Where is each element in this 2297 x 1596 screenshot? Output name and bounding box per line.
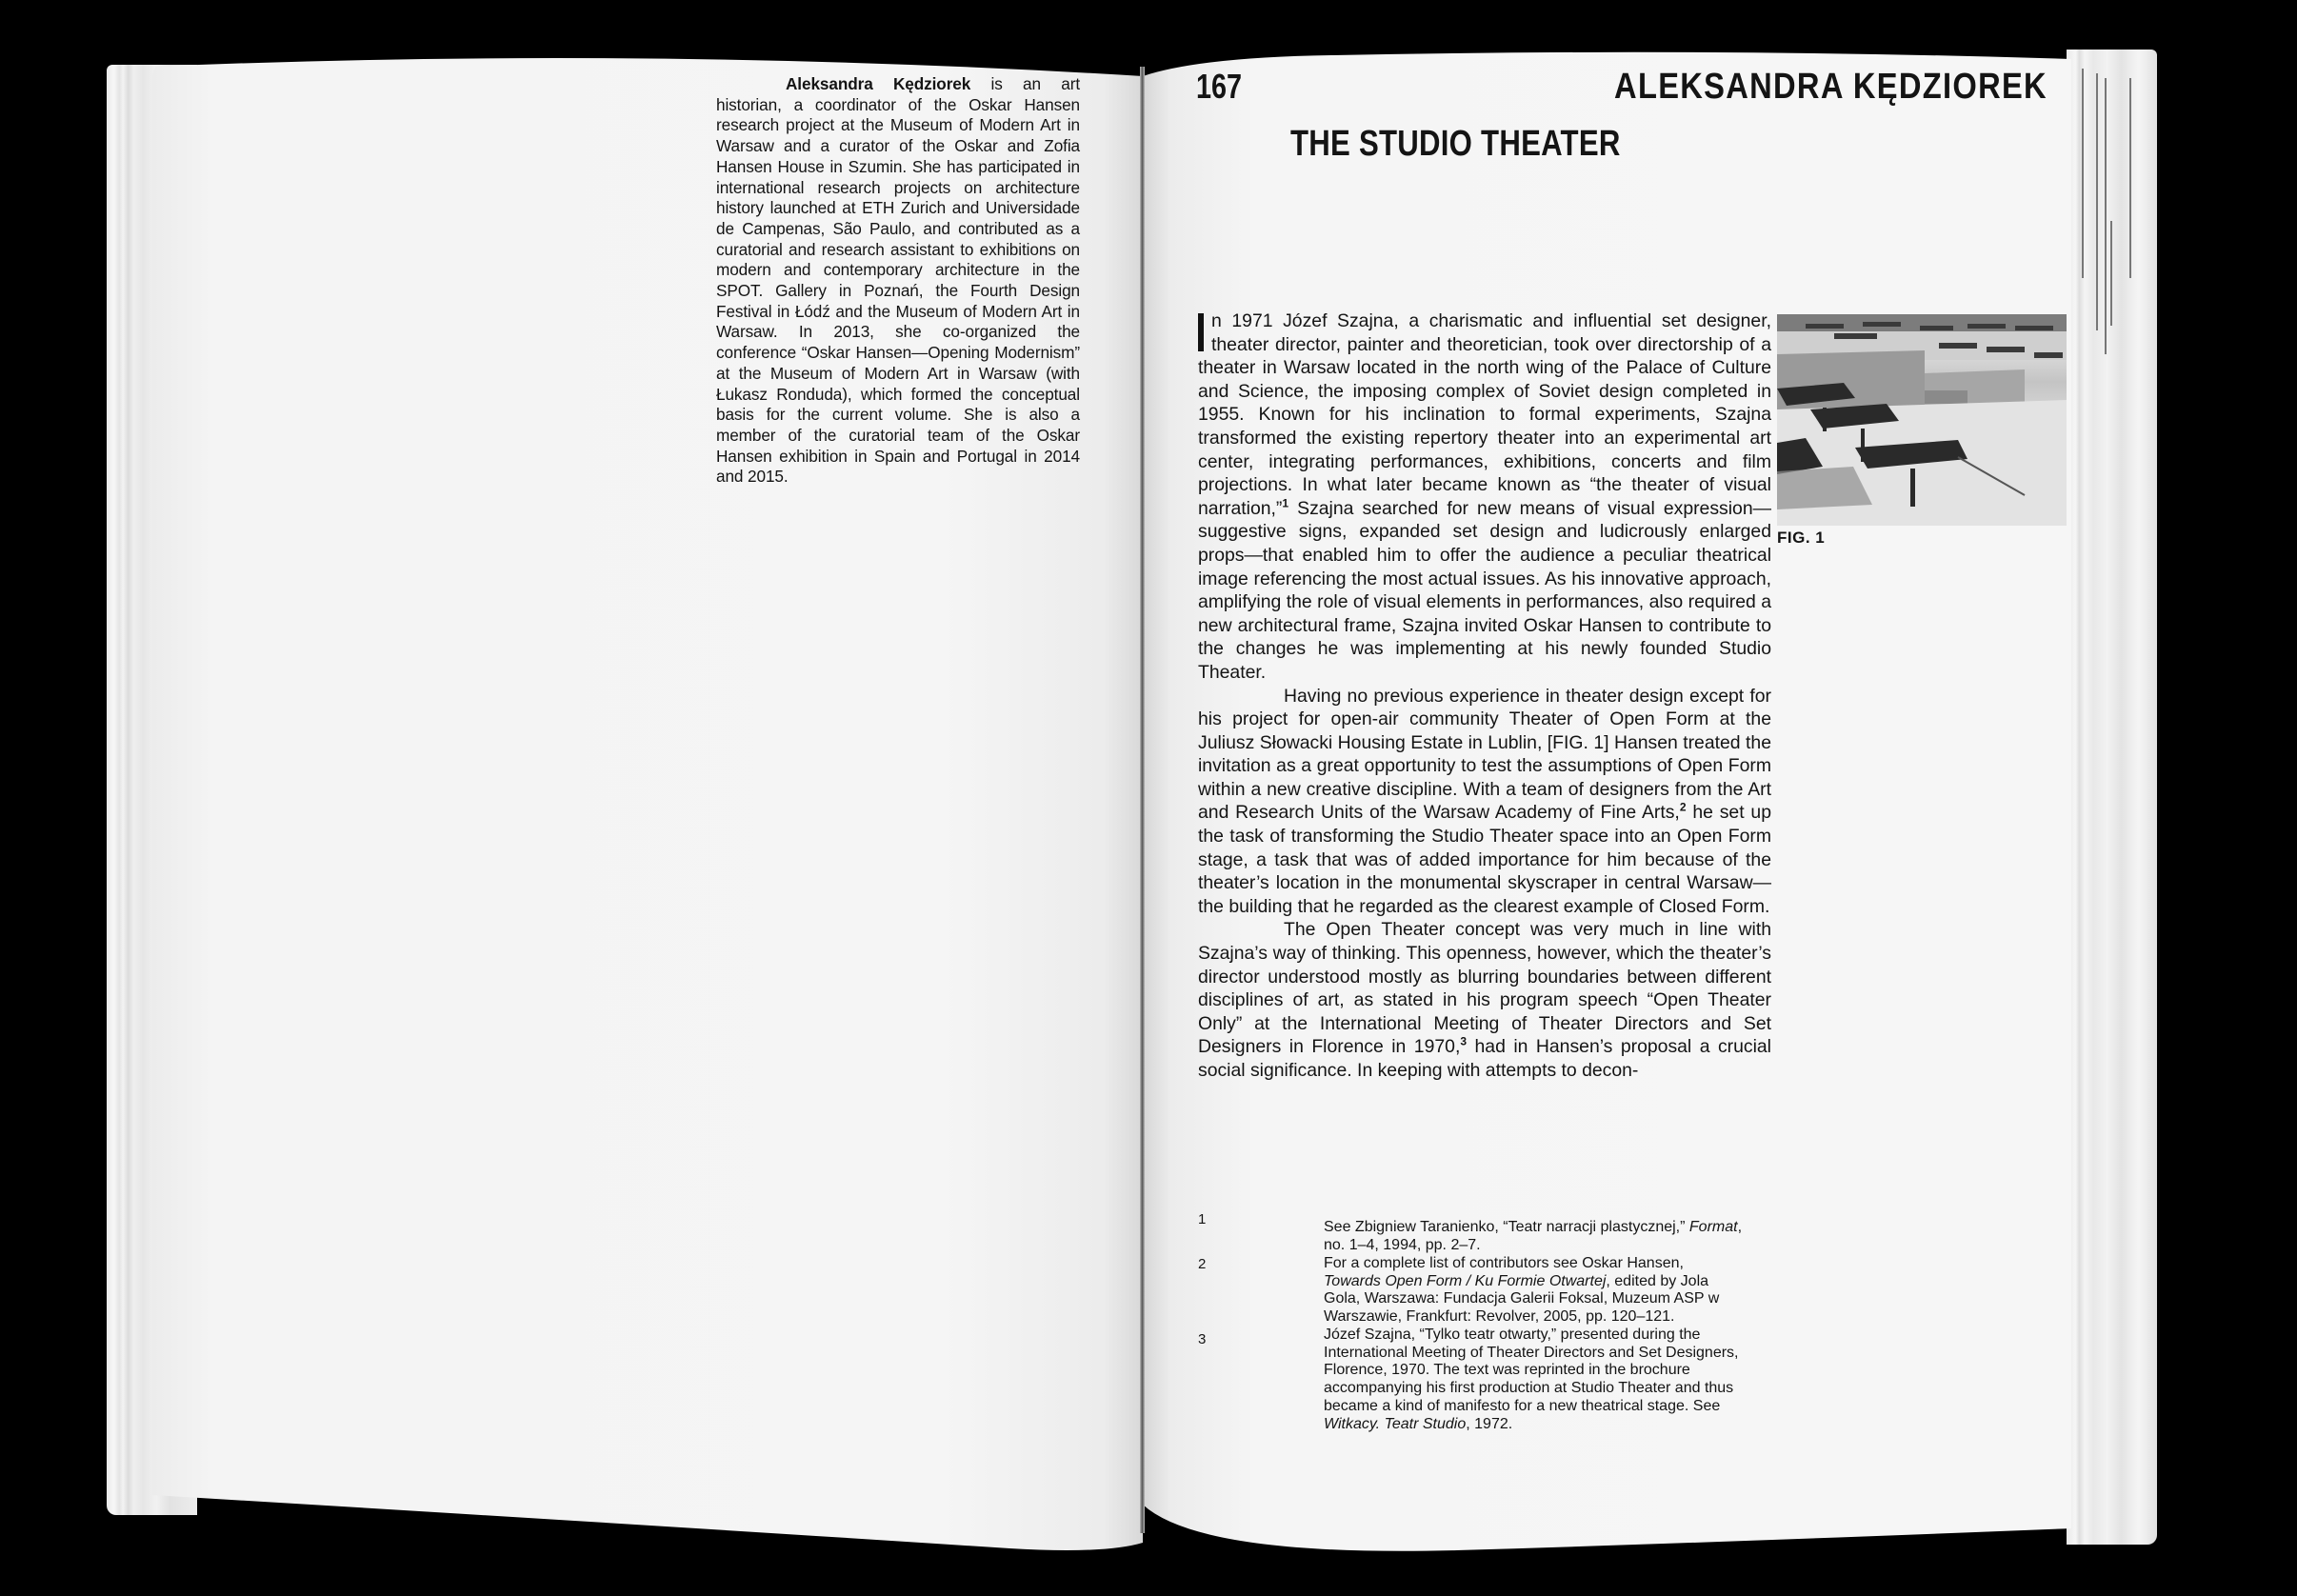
footnote-ref-2[interactable]: 2 bbox=[1679, 801, 1687, 814]
bio-author-name: Aleksandra Kędziorek bbox=[786, 74, 971, 93]
page-number: 167 bbox=[1196, 67, 1243, 106]
footnote-ref-1[interactable]: 1 bbox=[1282, 496, 1289, 510]
footnote-2-italic: Towards Open Form / Ku Formie Otwartej bbox=[1324, 1272, 1607, 1289]
article-body bbox=[1198, 309, 1771, 1083]
paragraph-2-text-a: Having no previous experience in theater design except for his project for open-air community Theater of Open Form at the Juliusz Słowacki Housing Estate in Lublin, [FIG. 1] Hansen treated the invitation as a great opportunity to test the assumptions of Open Form within a new creative discipline. With a team of designers from the Art and Research Units of the Warsaw Academy of Fine Arts, bbox=[1198, 685, 1771, 824]
footnote-2 bbox=[1324, 1255, 1743, 1327]
figure-1-caption: FIG. 1 bbox=[1777, 529, 1826, 547]
footnote-ref-3[interactable]: 3 bbox=[1460, 1034, 1468, 1048]
theater-benches-image bbox=[1777, 314, 2067, 526]
footnote-3-italic: Witkacy. Teatr Studio bbox=[1324, 1415, 1467, 1432]
footnote-2-text-end: , edited by Jola Gola, Warszawa: Fundacja Galerii Foksal, Muzeum ASP w Warszawie, Frankfurt: Revolver, 2005, pp. 120–121. bbox=[1324, 1272, 1720, 1326]
figure-1-photo bbox=[1777, 314, 2067, 526]
footnote-3 bbox=[1324, 1327, 1743, 1433]
paragraph-2 bbox=[1198, 685, 1771, 919]
footnote-1 bbox=[1324, 1219, 1743, 1254]
paragraph-2-text-b: he set up the task of transforming the Studio Theater space into an Open Form stage, a task that was of added importance for him because of the theater’s location in the monumental skyscraper in central Warsaw—the building that he regarded as the clearest example of Closed Form. bbox=[1198, 802, 1771, 917]
footnote-2-text: For a complete list of contributors see Oskar Hansen, bbox=[1324, 1255, 1684, 1271]
footnote-number-1: 1 bbox=[1198, 1211, 1207, 1227]
footnote-1-italic: Format bbox=[1688, 1219, 1738, 1235]
footnote-number-2: 2 bbox=[1198, 1256, 1207, 1272]
footnote-1-text: See Zbigniew Taranienko, “Teatr narracji plastycznej,” bbox=[1324, 1219, 1689, 1235]
footnote-number-3: 3 bbox=[1198, 1331, 1207, 1347]
footnote-3-text-end: , 1972. bbox=[1466, 1415, 1513, 1432]
paragraph-1 bbox=[1198, 309, 1771, 685]
paragraph-3-text-b: had in Hansen’s proposal a crucial social significance. In keeping with attempts to decon- bbox=[1198, 1036, 1771, 1081]
footnote-1-text-end: , no. 1–4, 1994, pp. 2–7. bbox=[1324, 1219, 1743, 1253]
footnote-3-text: Józef Szajna, “Tylko teatr otwarty,” presented during the International Meeting of Theater Directors and Set Designers, Florence, 1970. The text was reprinted in the brochure accompanying his first production at Studio Theater and thus became a kind of manifesto for a new theatrical stage. See bbox=[1324, 1327, 1739, 1414]
book-gutter bbox=[1140, 67, 1145, 1533]
bio-text: is an art historian, a coordinator of the Oskar Hansen research project at the Museum of Modern Art in Warsaw and a curator of the Oskar and Zofia Hansen House in Szumin. She has participated in international research projects on architecture history launched at ETH Zurich and Universidade de Campenas, São Paulo, and contributed as a curatorial and research assistant to exhibitions on modern and contemporary architecture in the SPOT. Gallery in Poznań, the Fourth Design Festival in Łódź and the Museum of Modern Art in Warsaw. In 2013, she co-organized the conference “Oskar Hansen—Opening Modernism” at the Museum of Modern Art in Warsaw (with Łukasz Ronduda), which formed the conceptual basis for the current volume. She is also a member of the curatorial team of the Oskar Hansen exhibition in Spain and Portugal in 2014 and 2015. bbox=[716, 74, 1080, 487]
paragraph-1-text-b: Szajna searched for new means of visual expression—suggestive signs, expanded set design and ludicrously enlarged props—that enabled him to offer the audience a peculiar theatrical image referencing the most actual issues. As his innovative approach, amplifying the role of visual elements in performances, also required a new architectural frame, Szajna invited Oskar Hansen to contribute to the changes he was implementing at his newly founded Studio Theater. bbox=[1198, 497, 1771, 683]
paragraph-3 bbox=[1198, 918, 1771, 1082]
chapter-title: THE STUDIO THEATER bbox=[1290, 124, 1621, 164]
drop-cap-i bbox=[1198, 313, 1204, 351]
running-head-author: ALEKSANDRA KĘDZIOREK bbox=[1614, 67, 2047, 107]
paragraph-3-text-a: The Open Theater concept was very much in line with Szajna’s way of thinking. This openness, however, which the theater’s director understood mostly as blurring boundaries between different disciplines of art, as stated in his program speech “Open Theater Only” at the International Meeting of Theater Directors and Set Designers in Florence in 1970, bbox=[1198, 919, 1771, 1058]
right-page-edges bbox=[2067, 50, 2157, 1545]
paragraph-1-text-a: n 1971 Józef Szajna, a charismatic and influential set designer, theater director, painter and theoretician, took over directorship of a theater in Warsaw located in the north wing of the Palace of Culture and Science, the imposing complex of Soviet design completed in 1955. Known for his inclination to formal experiments, Szajna transformed the existing repertory theater into an experimental art center, integrating performances, exhibitions, concerts and film projections. In what later became known as “the theater of visual narration,” bbox=[1198, 310, 1771, 519]
author-bio bbox=[716, 74, 1080, 488]
